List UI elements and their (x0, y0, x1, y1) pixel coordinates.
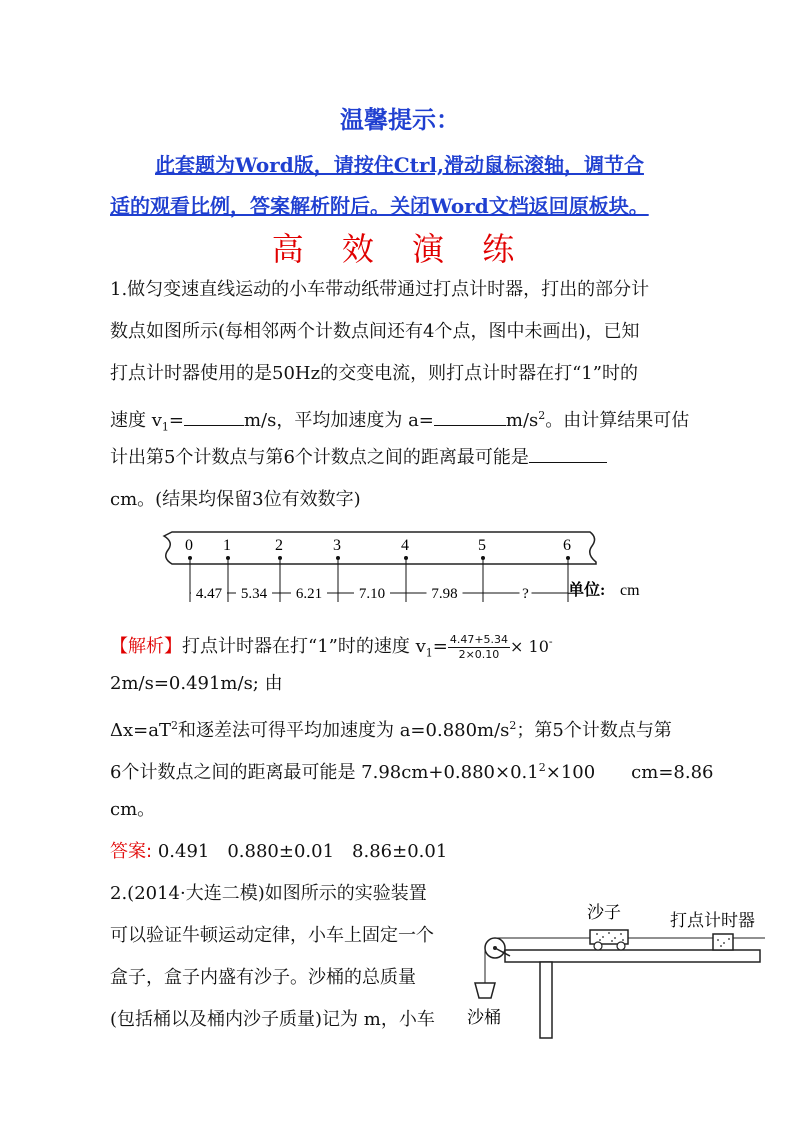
tape-point-label: 3 (333, 537, 341, 554)
solution-4b: ×100 cm=8.86 (545, 762, 714, 783)
answer-label: 答案: (110, 841, 153, 862)
answer-blank-acceleration (434, 409, 506, 426)
solution-line-3 (110, 714, 672, 743)
sand-bucket (475, 983, 495, 998)
main-title: 高 效 演 练 (271, 230, 529, 268)
q1-line-4 (110, 404, 689, 440)
solution-line-2: 2m/s=0.491m/s; 由 (110, 673, 283, 694)
q1-line-1: 1.做匀变速直线运动的小车带动纸带通过打点计时器，打出的部分计 (110, 279, 650, 300)
q2-line-4: (包括桶以及桶内沙子质量)记为 m，小车 (110, 1009, 435, 1030)
solution-exp: - (548, 635, 553, 648)
q2-line-3: 盒子，盒子内盛有沙子。沙桶的总质量 (110, 967, 416, 988)
tape-distance-label: 7.10 (358, 586, 386, 602)
q1-accel-sup: 2 (538, 409, 546, 422)
tape-point-dot (404, 556, 408, 560)
solution-v-sub: 1 (425, 646, 433, 660)
velocity-fraction (448, 633, 510, 662)
q1-velocity-sub: 1 (161, 420, 169, 434)
tape-point-label: 0 (185, 537, 193, 554)
q1-line-5 (110, 446, 607, 470)
solution-line-1 (110, 630, 553, 666)
answer-blank-distance (529, 446, 607, 463)
tape-point-label: 2 (275, 537, 283, 554)
table-top (505, 950, 760, 962)
tape-point-dot (188, 556, 192, 560)
solution-4a: 6个计数点之间的距离最可能是 7.98cm+0.880×0.1 (110, 762, 539, 783)
q1-line-6: cm。(结果均保留3位有效数字) (110, 489, 361, 510)
solution-3-sup: 2 (170, 719, 178, 732)
solution-line-4 (110, 756, 713, 785)
solution-3b: 和逐差法可得平均加速度为 a=0.880m/s (177, 720, 510, 741)
solution-3c: ；第5个计数点与第 (516, 720, 672, 741)
tape-point-dot (278, 556, 282, 560)
q2-line-2: 可以验证牛顿运动定律，小车上固定一个 (110, 925, 434, 946)
q1-line-3: 打点计时器使用的是50Hz的交变电流，则打点计时器在打“1”时的 (110, 363, 638, 384)
tip-title: 温馨提示： (340, 106, 460, 134)
tape-point-label: 6 (563, 537, 571, 554)
tape-point-label: 5 (478, 537, 486, 554)
tape-point-dot (566, 556, 570, 560)
table-leg (540, 962, 552, 1038)
tape-point-dot (481, 556, 485, 560)
label-sand: 沙子 (587, 903, 621, 922)
tape-point-dot (336, 556, 340, 560)
tape-distance-label: 7.98 (431, 586, 458, 602)
solution-times: × 10 (510, 637, 549, 656)
q1-equals: = (168, 410, 184, 431)
fraction-numerator: 4.47+5.34 (449, 632, 509, 646)
tape-point-label: 1 (223, 537, 231, 554)
tape-point-dot (226, 556, 230, 560)
q1-line-2: 数点如图所示(每相邻两个计数点间还有4个点，图中未画出)，已知 (110, 321, 640, 342)
solution-label: 【解析】 (110, 636, 182, 657)
solution-text-1: 打点计时器在打“1”时的速度 v (182, 636, 426, 657)
solution-equals: = (432, 636, 448, 657)
answer-values: 0.491 0.880±0.01 8.86±0.01 (157, 841, 448, 862)
tape-distance-label: 5.34 (240, 586, 268, 602)
tape-unit: cm (620, 582, 640, 599)
tip-line-2: 适的观看比例，答案解析附后。关闭Word文档返回原板块。 (110, 194, 649, 218)
label-bucket: 沙桶 (467, 1008, 501, 1027)
paper-tape-diagram (150, 520, 650, 620)
fraction-denominator: 2×0.10 (458, 647, 500, 661)
q1-line-4-tail: 。由计算结果可估 (545, 410, 690, 431)
cart-wheel-front (594, 942, 602, 950)
tape-distance-label: ? (522, 586, 529, 602)
solution-3-sup2: 2 (509, 719, 517, 732)
q2-line-1: 2.(2014·大连二模)如图所示的实验装置 (110, 883, 427, 904)
label-timer: 打点计时器 (670, 911, 755, 930)
solution-line-5: cm。 (110, 799, 156, 820)
tape-distance-label: 4.47 (195, 586, 223, 602)
solution-3a: Δx=aT (110, 720, 171, 741)
timer-device (713, 934, 733, 950)
q1-velocity-unit: m/s，平均加速度为 a= (243, 410, 434, 431)
cart-wheel-back (617, 942, 625, 950)
answer-line (110, 840, 447, 864)
q1-accel-unit: m/s (505, 410, 539, 431)
tape-unit-label: 单位: (568, 582, 606, 599)
tape-distance-label: 6.21 (295, 586, 323, 602)
tape-point-label: 4 (401, 537, 409, 554)
q1-velocity-label: 速度 v (110, 410, 162, 431)
solution-4-sup: 2 (538, 761, 546, 774)
answer-blank-velocity (184, 409, 244, 426)
apparatus-diagram (465, 888, 770, 1048)
tip-line-1: 此套题为Word版，请按住Ctrl,滑动鼠标滚轴，调节合 (155, 153, 644, 177)
q1-line-5-text: 计出第5个计数点与第6个计数点之间的距离最可能是 (110, 447, 529, 468)
